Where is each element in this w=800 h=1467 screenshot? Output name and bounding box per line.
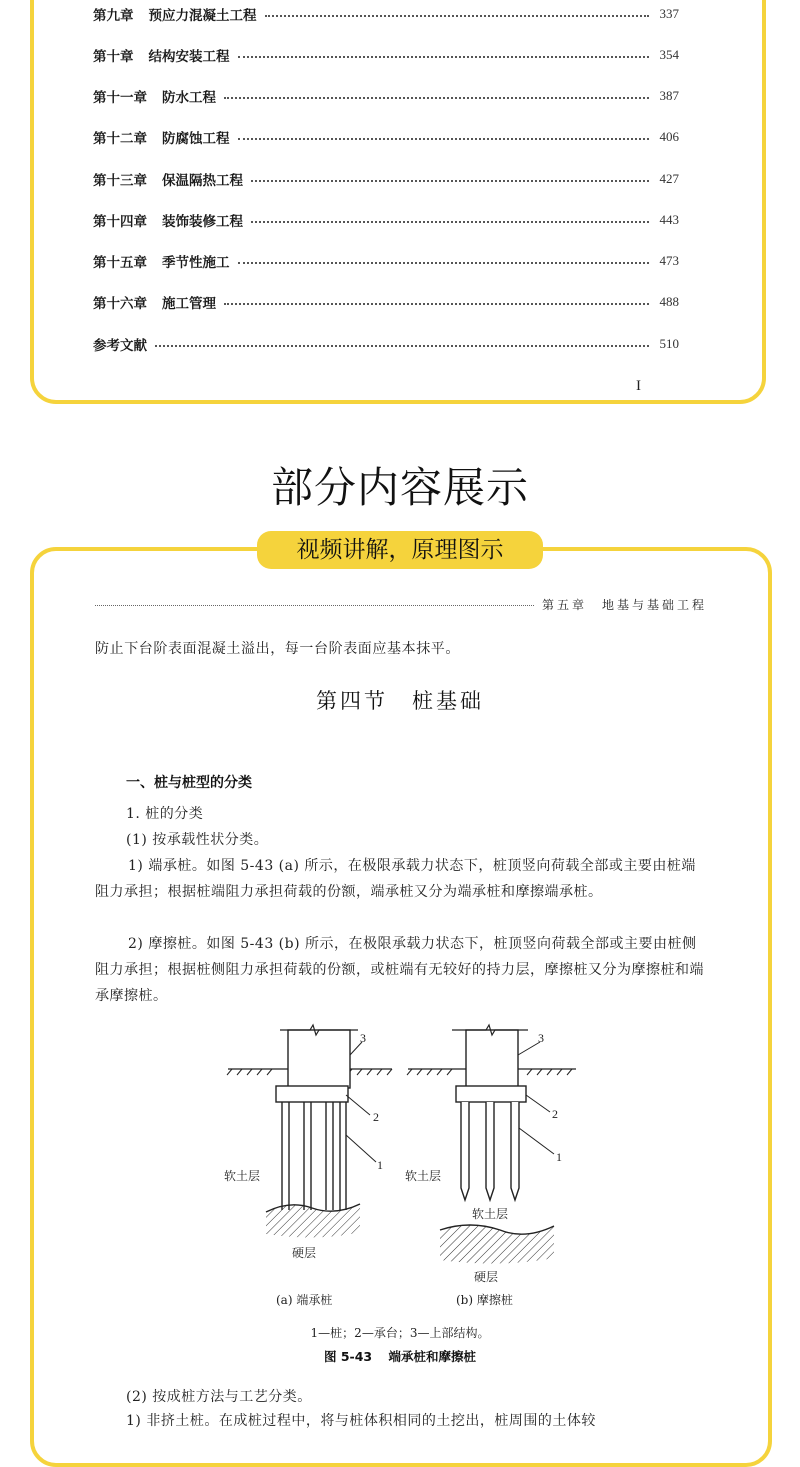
callout-1: 1: [377, 1158, 383, 1172]
toc-title: 防水工程: [162, 90, 216, 106]
hard-layer-label: 硬层: [292, 1246, 317, 1260]
toc-item: [93, 250, 679, 272]
toc-page: 337: [659, 6, 679, 21]
section-heading: 部分内容展示: [270, 463, 529, 512]
figure-caption: [0, 1347, 800, 1365]
toc-page: 354: [659, 47, 679, 62]
toc-title: 预应力混凝土工程: [148, 8, 257, 24]
toc-leader: [155, 345, 649, 347]
running-head: [95, 594, 707, 614]
sub-figure-a-label: (a) 端承桩: [276, 1293, 333, 1307]
toc-chapter: 第十二章: [93, 131, 147, 147]
figure-title: 端承桩和摩擦桩: [388, 1349, 476, 1364]
toc-item: [93, 333, 679, 355]
toc-chapter: 第九章: [93, 8, 134, 24]
callout-2: 2: [373, 1110, 379, 1124]
toc-item: [93, 209, 679, 231]
toc-page: 387: [659, 88, 679, 103]
toc-item: [93, 168, 679, 190]
callout-3: 3: [360, 1031, 366, 1045]
toc-chapter: 第十六章: [93, 296, 147, 312]
toc-leader: [224, 303, 649, 305]
toc-page: 406: [659, 129, 679, 144]
figure-number: 图 5-43: [323, 1349, 373, 1364]
body-line: 1) 非挤土桩。在成桩过程中，将与桩体积相同的土挖出，桩周围的土体较: [126, 1413, 596, 1429]
end-bearing-pile-drawing: [227, 1025, 392, 1238]
hard-layer-label: 硬层: [474, 1270, 499, 1284]
toc-chapter: 参考文献: [93, 338, 147, 354]
toc-leader: [251, 180, 649, 182]
running-head-text: 第五章 地基与基础工程: [541, 597, 707, 612]
toc-chapter: 第十章: [93, 49, 134, 65]
toc-title: 季节性施工: [162, 255, 230, 271]
toc-leader: [251, 221, 649, 223]
toc-title: 装饰装修工程: [162, 214, 243, 230]
toc-title: 结构安装工程: [148, 49, 230, 65]
running-head-leader: [95, 605, 534, 606]
toc-leader: [265, 15, 650, 17]
toc-page-number: I: [636, 378, 641, 394]
toc-page: 488: [659, 294, 679, 309]
toc-leader: [238, 56, 650, 58]
toc-page: 510: [659, 336, 679, 351]
soft-layer-label: 软土层: [405, 1169, 442, 1183]
toc-title: 施工管理: [162, 296, 216, 312]
toc-page: 427: [659, 171, 679, 186]
pile-figure: [200, 1020, 600, 1340]
toc-chapter: 第十三章: [93, 173, 147, 189]
toc-leader: [224, 97, 649, 99]
section-title: 第四节 桩基础: [316, 689, 484, 713]
sub-figure-b-label: (b) 摩擦桩: [456, 1293, 513, 1307]
body-paragraph: 2) 摩擦桩。如图 5-43 (b) 所示，在极限承载力状态下，桩顶竖向荷载全部或主要由桩侧阻力承担；根据桩侧阻力承担荷载的份额，或桩端有无较好的持力层，摩擦桩又分为摩擦桩和端承摩擦桩。: [95, 936, 704, 1004]
toc-item: [93, 291, 679, 313]
body-line: (2) 按成桩方法与工艺分类。: [126, 1389, 312, 1405]
toc-title: 保温隔热工程: [162, 173, 243, 189]
toc-page: 473: [659, 253, 679, 268]
friction-pile-drawing: [407, 1025, 576, 1264]
toc-chapter: 第十四章: [93, 214, 147, 230]
toc-chapter: 第十五章: [93, 255, 147, 271]
toc-title: 防腐蚀工程: [162, 131, 230, 147]
soft-layer-label: 软土层: [472, 1207, 509, 1221]
callout-1: 1: [556, 1150, 562, 1164]
toc-leader: [238, 262, 650, 264]
callout-2: 2: [552, 1107, 558, 1121]
body-line: 防止下台阶表面混凝土溢出，每一台阶表面应基本抹平。: [95, 641, 460, 657]
body-line: (1) 按承载性状分类。: [126, 832, 269, 848]
toc-page: 443: [659, 212, 679, 227]
toc-leader: [238, 138, 650, 140]
toc-chapter: 第十一章: [93, 90, 147, 106]
feature-pill: 视频讲解，原理图示: [257, 531, 543, 569]
soft-layer-label: 软土层: [224, 1169, 261, 1183]
subsection-title: 一、桩与桩型的分类: [126, 775, 252, 791]
callout-3: 3: [538, 1031, 544, 1045]
toc-item: [93, 3, 679, 25]
toc-item: [93, 44, 679, 66]
body-paragraph: 1) 端承桩。如图 5-43 (a) 所示，在极限承载力状态下，桩顶竖向荷载全部或主要由桩端阻力承担；根据桩端阻力承担荷载的份额，端承桩又分为端承桩和摩擦端承桩。: [95, 858, 696, 900]
figure-legend: 1—桩；2—承台；3—上部结构。: [310, 1326, 490, 1340]
toc-item: [93, 85, 679, 107]
body-line: 1. 桩的分类: [126, 806, 204, 822]
toc-item: [93, 126, 679, 148]
